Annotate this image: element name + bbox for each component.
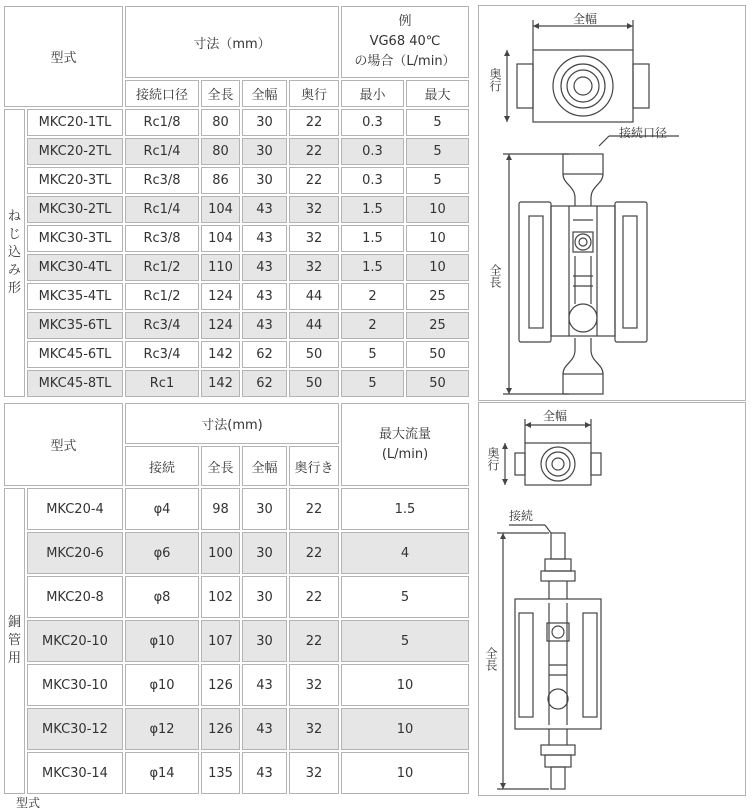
header-example: 例 VG68 40℃ の場合（L/min） [341, 6, 469, 78]
cell-model: MKC20-4 [27, 488, 123, 530]
cell-model: MKC20-8 [27, 576, 123, 618]
cell-depth: 32 [289, 196, 339, 223]
cell-width: 30 [242, 138, 287, 165]
cell-port: Rc3/8 [125, 225, 199, 252]
cell-flow: 5 [341, 620, 469, 662]
cell-model: MKC20-2TL [27, 138, 123, 165]
depth-label: 奥行 [486, 447, 500, 471]
bottom-tube [551, 767, 565, 789]
cell-max: 25 [406, 312, 469, 339]
cell-min: 5 [341, 370, 404, 397]
cell-depth: 22 [289, 576, 339, 618]
cell-min: 2 [341, 283, 404, 310]
cell-depth: 22 [289, 109, 339, 136]
header-width: 全幅 [242, 80, 287, 107]
cell-flow: 5 [341, 576, 469, 618]
cell-width: 43 [242, 225, 287, 252]
cell-width: 30 [242, 167, 287, 194]
cell-max: 25 [406, 283, 469, 310]
cell-depth: 32 [289, 708, 339, 750]
cell-flow: 1.5 [341, 488, 469, 530]
cell-width: 43 [242, 312, 287, 339]
cell-flow: 10 [341, 664, 469, 706]
bottom-fitting [563, 374, 603, 394]
header-length: 全長 [201, 446, 240, 486]
cell-length: 98 [201, 488, 240, 530]
length-label: 全長 [484, 647, 498, 671]
header-min: 最小 [341, 80, 404, 107]
cell-depth: 32 [289, 254, 339, 281]
length-label: 全長 [488, 264, 502, 288]
cell-width: 43 [242, 752, 287, 794]
cell-depth: 22 [289, 138, 339, 165]
cell-width: 30 [242, 109, 287, 136]
cell-model: MKC45-6TL [27, 341, 123, 368]
cell-min: 0.3 [341, 167, 404, 194]
cell-flow: 10 [341, 752, 469, 794]
cell-depth: 44 [289, 283, 339, 310]
header-connection: 接続 [125, 446, 199, 486]
cell-port: Rc1/2 [125, 283, 199, 310]
width-label: 全幅 [573, 12, 598, 26]
cell-length: 135 [201, 752, 240, 794]
cell-width: 30 [242, 620, 287, 662]
cell-length: 100 [201, 532, 240, 574]
left-guard [519, 202, 551, 342]
cell-model: MKC20-10 [27, 620, 123, 662]
top-view-body [525, 443, 591, 485]
cell-min: 0.3 [341, 138, 404, 165]
cell-port: Rc3/4 [125, 312, 199, 339]
cell-length: 142 [201, 341, 240, 368]
cell-length: 86 [201, 167, 240, 194]
cell-model: MKC30-2TL [27, 196, 123, 223]
header-port: 接続口径 [125, 80, 199, 107]
cell-depth: 44 [289, 312, 339, 339]
copper-tube-flowmeter-svg [479, 403, 745, 795]
cell-width: 43 [242, 283, 287, 310]
width-label: 全幅 [543, 409, 568, 423]
cell-width: 43 [242, 196, 287, 223]
cell-length: 104 [201, 196, 240, 223]
cell-length: 80 [201, 109, 240, 136]
cell-connection: φ10 [125, 664, 199, 706]
top-nut [545, 559, 571, 571]
spec-table-copper-tube [2, 401, 471, 796]
cell-length: 80 [201, 138, 240, 165]
cell-max: 5 [406, 109, 469, 136]
cell-model: MKC20-6 [27, 532, 123, 574]
cell-length: 124 [201, 312, 240, 339]
cell-port: Rc1/4 [125, 138, 199, 165]
cell-port: Rc1/4 [125, 196, 199, 223]
group-label-copper: 銅 管 用 [4, 488, 25, 794]
cell-min: 2 [341, 312, 404, 339]
right-guard [615, 202, 647, 342]
cell-port: Rc3/4 [125, 341, 199, 368]
sight-glass-body [551, 206, 615, 336]
header-depth: 奥行き [289, 446, 339, 486]
cell-depth: 22 [289, 167, 339, 194]
header-dimensions: 寸法(mm) [125, 403, 339, 444]
cell-depth: 22 [289, 488, 339, 530]
header-model: 型式 [4, 403, 123, 486]
cell-port: Rc1/8 [125, 109, 199, 136]
depth-label: 奥行 [488, 68, 502, 92]
footer-caption: 型式 [16, 796, 41, 810]
float-ball [575, 234, 591, 250]
header-length: 全長 [201, 80, 240, 107]
cell-connection: φ10 [125, 620, 199, 662]
cell-length: 126 [201, 664, 240, 706]
cell-min: 0.3 [341, 109, 404, 136]
connection-label: 接続 [509, 509, 534, 523]
cell-model: MKC20-3TL [27, 167, 123, 194]
cell-depth: 22 [289, 532, 339, 574]
cell-model: MKC30-10 [27, 664, 123, 706]
threaded-flowmeter-drawing [478, 5, 746, 401]
cell-max: 10 [406, 225, 469, 252]
header-width: 全幅 [242, 446, 287, 486]
spec-table-threaded [2, 4, 471, 399]
header-max: 最大 [406, 80, 469, 107]
cell-flow: 10 [341, 708, 469, 750]
cell-port: Rc3/8 [125, 167, 199, 194]
cell-width: 62 [242, 370, 287, 397]
header-dimensions: 寸法（mm） [125, 6, 339, 78]
cell-min: 1.5 [341, 225, 404, 252]
cell-length: 107 [201, 620, 240, 662]
cell-model: MKC35-6TL [27, 312, 123, 339]
cell-width: 43 [242, 708, 287, 750]
cell-depth: 50 [289, 370, 339, 397]
cell-depth: 32 [289, 752, 339, 794]
top-view-body [533, 50, 633, 122]
cell-connection: φ6 [125, 532, 199, 574]
cell-model: MKC35-4TL [27, 283, 123, 310]
cell-max: 10 [406, 254, 469, 281]
cell-depth: 32 [289, 664, 339, 706]
cell-width: 43 [242, 664, 287, 706]
cell-flow: 4 [341, 532, 469, 574]
lower-indicator [548, 689, 568, 709]
cell-model: MKC20-1TL [27, 109, 123, 136]
copper-tube-flowmeter-drawing [478, 402, 746, 796]
cell-width: 62 [242, 341, 287, 368]
cell-length: 102 [201, 576, 240, 618]
cell-depth: 22 [289, 620, 339, 662]
float-ball [552, 626, 564, 638]
cell-model: MKC45-8TL [27, 370, 123, 397]
cell-length: 104 [201, 225, 240, 252]
port-outer-circle [553, 56, 613, 116]
cell-min: 1.5 [341, 196, 404, 223]
cell-connection: φ14 [125, 752, 199, 794]
cell-model: MKC30-12 [27, 708, 123, 750]
cell-width: 30 [242, 576, 287, 618]
cell-length: 126 [201, 708, 240, 750]
cell-model: MKC30-3TL [27, 225, 123, 252]
cell-port: Rc1/2 [125, 254, 199, 281]
cell-max: 10 [406, 196, 469, 223]
bottom-nut [545, 755, 571, 767]
cell-connection: φ12 [125, 708, 199, 750]
cell-connection: φ4 [125, 488, 199, 530]
cell-width: 30 [242, 532, 287, 574]
lower-indicator [569, 304, 597, 332]
port-label: 接続口径 [619, 126, 668, 140]
cell-port: Rc1 [125, 370, 199, 397]
top-tube [551, 533, 565, 559]
cell-connection: φ8 [125, 576, 199, 618]
threaded-flowmeter-svg [479, 6, 745, 400]
cell-depth: 32 [289, 225, 339, 252]
cell-width: 30 [242, 488, 287, 530]
cell-max: 50 [406, 341, 469, 368]
cell-length: 124 [201, 283, 240, 310]
top-fitting [563, 154, 603, 174]
cell-min: 1.5 [341, 254, 404, 281]
cell-length: 110 [201, 254, 240, 281]
cell-max: 50 [406, 370, 469, 397]
cell-length: 142 [201, 370, 240, 397]
cell-depth: 50 [289, 341, 339, 368]
header-model: 型式 [4, 6, 123, 107]
cell-model: MKC30-4TL [27, 254, 123, 281]
header-max-flow: 最大流量 (L/min) [341, 403, 469, 486]
cell-model: MKC30-14 [27, 752, 123, 794]
cell-max: 5 [406, 138, 469, 165]
cell-max: 5 [406, 167, 469, 194]
cell-min: 5 [341, 341, 404, 368]
header-depth: 奥行 [289, 80, 339, 107]
cell-width: 43 [242, 254, 287, 281]
group-label-threaded: ね じ 込 み 形 [4, 109, 25, 397]
